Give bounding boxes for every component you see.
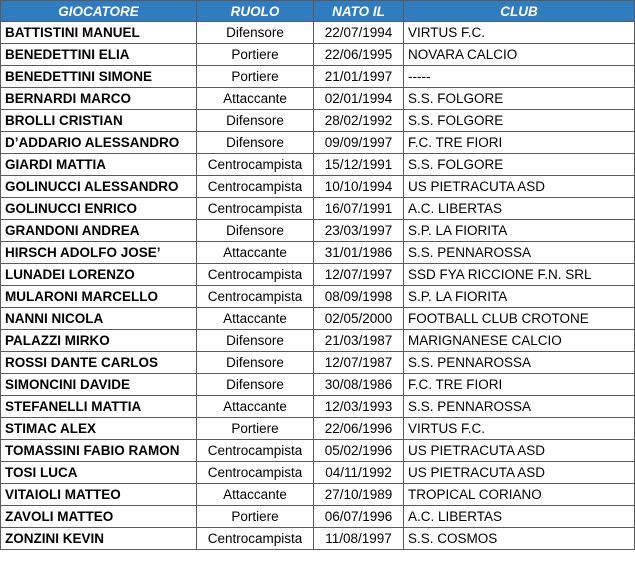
birthdate-cell: 27/10/1989 [314, 484, 404, 506]
table-row [1, 154, 635, 176]
player-name-cell: GRANDONI ANDREA [1, 220, 197, 242]
player-name-cell: BERNARDI MARCO [1, 88, 197, 110]
table-row [1, 418, 635, 440]
table-row [1, 88, 635, 110]
birthdate-cell: 11/08/1997 [314, 528, 404, 550]
player-name-cell: BATTISTINI MANUEL [1, 22, 197, 44]
table-row [1, 352, 635, 374]
birthdate-cell: 21/01/1997 [314, 66, 404, 88]
player-name-cell: TOMASSINI FABIO RAMON [1, 440, 197, 462]
club-cell: VIRTUS F.C. [404, 418, 635, 440]
club-cell: S.P. LA FIORITA [404, 220, 635, 242]
table-row [1, 66, 635, 88]
player-name-cell: GOLINUCCI ALESSANDRO [1, 176, 197, 198]
club-cell: US PIETRACUTA ASD [404, 176, 635, 198]
player-name-cell: STIMAC ALEX [1, 418, 197, 440]
table-row [1, 198, 635, 220]
birthdate-cell: 09/09/1997 [314, 132, 404, 154]
club-cell: MARIGNANESE CALCIO [404, 330, 635, 352]
role-cell: Centrocampista [197, 176, 314, 198]
player-name-cell: SIMONCINI DAVIDE [1, 374, 197, 396]
role-cell: Attaccante [197, 308, 314, 330]
player-name-cell: HIRSCH ADOLFO JOSE’ [1, 242, 197, 264]
player-name-cell: D’ADDARIO ALESSANDRO [1, 132, 197, 154]
table-row [1, 440, 635, 462]
table-row [1, 242, 635, 264]
role-cell: Centrocampista [197, 198, 314, 220]
role-cell: Portiere [197, 44, 314, 66]
birthdate-cell: 02/01/1994 [314, 88, 404, 110]
player-name-cell: GOLINUCCI ENRICO [1, 198, 197, 220]
role-cell: Difensore [197, 22, 314, 44]
player-name-cell: BENEDETTINI SIMONE [1, 66, 197, 88]
table-row [1, 396, 635, 418]
club-cell: S.S. PENNAROSSA [404, 352, 635, 374]
club-cell: US PIETRACUTA ASD [404, 440, 635, 462]
birthdate-cell: 28/02/1992 [314, 110, 404, 132]
player-name-cell: MULARONI MARCELLO [1, 286, 197, 308]
club-cell: SSD FYA RICCIONE F.N. SRL [404, 264, 635, 286]
role-cell: Centrocampista [197, 154, 314, 176]
club-cell: S.S. PENNAROSSA [404, 396, 635, 418]
player-name-cell: LUNADEI LORENZO [1, 264, 197, 286]
club-cell: S.S. FOLGORE [404, 88, 635, 110]
player-name-cell: ZONZINI KEVIN [1, 528, 197, 550]
role-cell: Attaccante [197, 88, 314, 110]
table-row [1, 484, 635, 506]
birthdate-cell: 10/10/1994 [314, 176, 404, 198]
player-name-cell: BENEDETTINI ELIA [1, 44, 197, 66]
role-cell: Portiere [197, 66, 314, 88]
birthdate-cell: 22/07/1994 [314, 22, 404, 44]
role-cell: Centrocampista [197, 286, 314, 308]
role-cell: Difensore [197, 352, 314, 374]
header-club: CLUB [404, 1, 635, 22]
player-name-cell: VITAIOLI MATTEO [1, 484, 197, 506]
birthdate-cell: 21/03/1987 [314, 330, 404, 352]
table-row [1, 330, 635, 352]
player-name-cell: ZAVOLI MATTEO [1, 506, 197, 528]
role-cell: Difensore [197, 374, 314, 396]
role-cell: Centrocampista [197, 528, 314, 550]
player-name-cell: ROSSI DANTE CARLOS [1, 352, 197, 374]
club-cell: FOOTBALL CLUB CROTONE [404, 308, 635, 330]
birthdate-cell: 23/03/1997 [314, 220, 404, 242]
role-cell: Centrocampista [197, 264, 314, 286]
club-cell: S.S. PENNAROSSA [404, 242, 635, 264]
role-cell: Centrocampista [197, 462, 314, 484]
birthdate-cell: 30/08/1986 [314, 374, 404, 396]
role-cell: Attaccante [197, 484, 314, 506]
table-row [1, 506, 635, 528]
header-row [1, 1, 635, 22]
player-name-cell: TOSI LUCA [1, 462, 197, 484]
role-cell: Centrocampista [197, 440, 314, 462]
role-cell: Portiere [197, 506, 314, 528]
birthdate-cell: 22/06/1995 [314, 44, 404, 66]
club-cell: TROPICAL CORIANO [404, 484, 635, 506]
birthdate-cell: 31/01/1986 [314, 242, 404, 264]
table-row [1, 132, 635, 154]
player-name-cell: STEFANELLI MATTIA [1, 396, 197, 418]
role-cell: Difensore [197, 132, 314, 154]
table-row [1, 22, 635, 44]
club-cell: F.C. TRE FIORI [404, 374, 635, 396]
birthdate-cell: 22/06/1996 [314, 418, 404, 440]
role-cell: Difensore [197, 220, 314, 242]
club-cell: F.C. TRE FIORI [404, 132, 635, 154]
table-row [1, 374, 635, 396]
header-born: NATO IL [314, 1, 404, 22]
birthdate-cell: 12/03/1993 [314, 396, 404, 418]
club-cell: S.S. COSMOS [404, 528, 635, 550]
table-row [1, 308, 635, 330]
player-name-cell: BROLLI CRISTIAN [1, 110, 197, 132]
club-cell: A.C. LIBERTAS [404, 198, 635, 220]
birthdate-cell: 08/09/1998 [314, 286, 404, 308]
table-row [1, 528, 635, 550]
table-row [1, 264, 635, 286]
table-row [1, 462, 635, 484]
table-row [1, 286, 635, 308]
birthdate-cell: 02/05/2000 [314, 308, 404, 330]
role-cell: Portiere [197, 418, 314, 440]
club-cell: A.C. LIBERTAS [404, 506, 635, 528]
club-cell: NOVARA CALCIO [404, 44, 635, 66]
club-cell: S.S. FOLGORE [404, 154, 635, 176]
player-name-cell: PALAZZI MIRKO [1, 330, 197, 352]
header-role: RUOLO [197, 1, 314, 22]
club-cell: US PIETRACUTA ASD [404, 462, 635, 484]
table-body [1, 22, 635, 550]
player-name-cell: NANNI NICOLA [1, 308, 197, 330]
birthdate-cell: 05/02/1996 [314, 440, 404, 462]
table-header [1, 1, 635, 22]
role-cell: Attaccante [197, 242, 314, 264]
club-cell: VIRTUS F.C. [404, 22, 635, 44]
birthdate-cell: 16/07/1991 [314, 198, 404, 220]
table-row [1, 220, 635, 242]
birthdate-cell: 12/07/1997 [314, 264, 404, 286]
table-row [1, 44, 635, 66]
club-cell: S.S. FOLGORE [404, 110, 635, 132]
birthdate-cell: 15/12/1991 [314, 154, 404, 176]
birthdate-cell: 06/07/1996 [314, 506, 404, 528]
club-cell: ----- [404, 66, 635, 88]
birthdate-cell: 04/11/1992 [314, 462, 404, 484]
birthdate-cell: 12/07/1987 [314, 352, 404, 374]
player-name-cell: GIARDI MATTIA [1, 154, 197, 176]
role-cell: Attaccante [197, 396, 314, 418]
club-cell: S.P. LA FIORITA [404, 286, 635, 308]
table-row [1, 110, 635, 132]
role-cell: Difensore [197, 330, 314, 352]
table-row [1, 176, 635, 198]
role-cell: Difensore [197, 110, 314, 132]
header-player: GIOCATORE [1, 1, 197, 22]
